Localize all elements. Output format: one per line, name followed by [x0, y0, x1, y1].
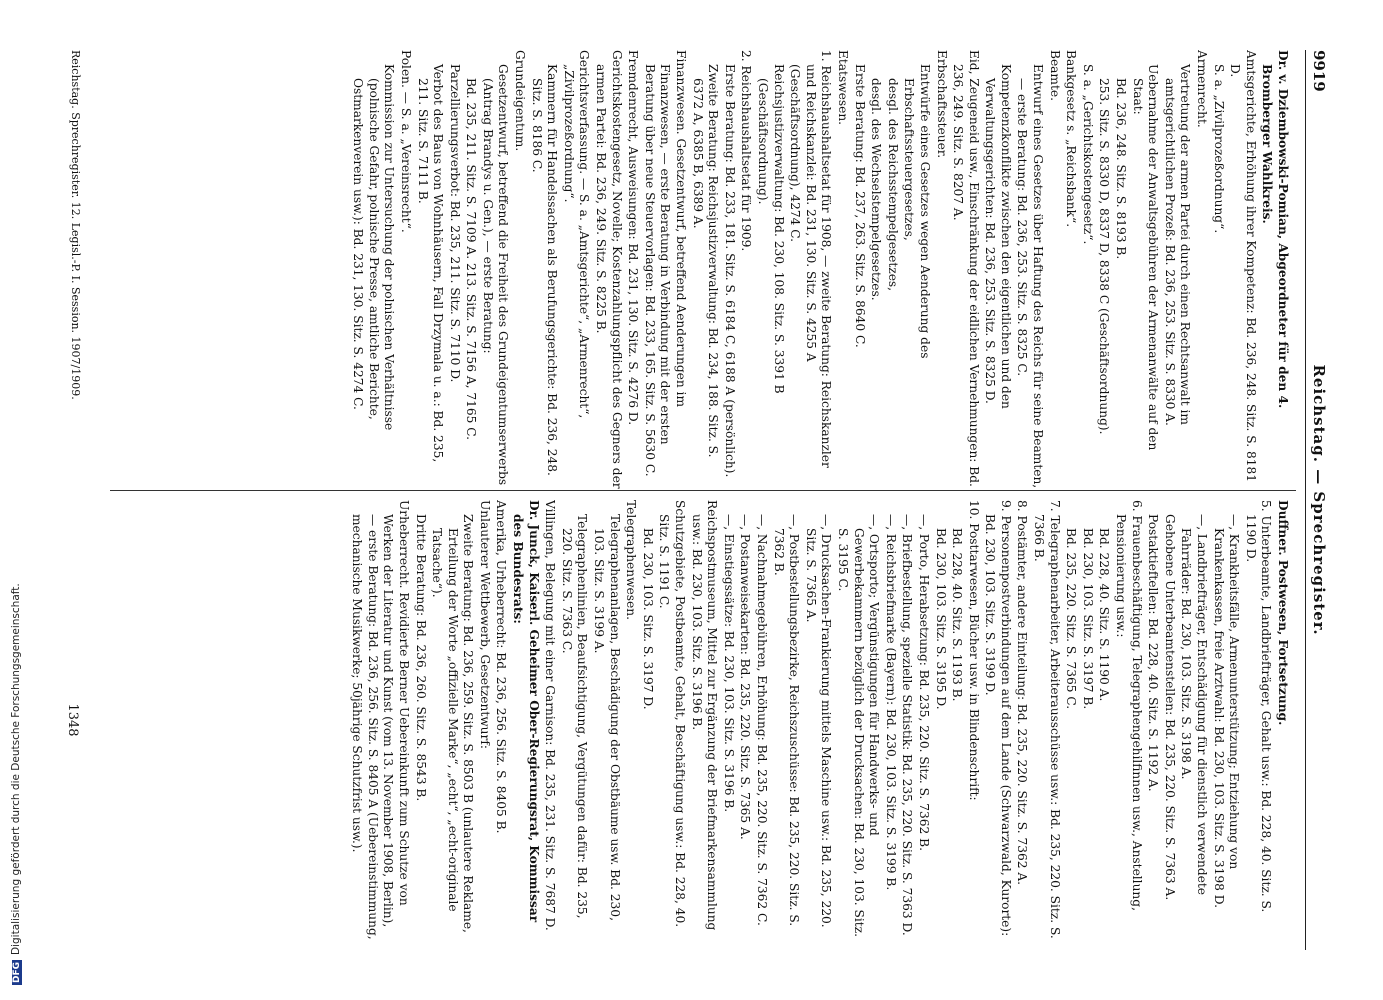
- register-entry: Gehobene Unterbeamtenstellen: Bd. 235, 220. Sitz. S. 7363 A.: [1162, 514, 1177, 901]
- register-entry: Schutzgebiete, Postbeamte, Gehalt, Beschäftigung usw.: Bd. 228, 40. Sitz. S. 1191 C.: [657, 500, 688, 928]
- register-entry: Bd. 235, 220. Sitz. S. 7365 C.: [1064, 528, 1079, 710]
- register-entry: Uebernahme der Anwaltsgebühren der Armenanwälte auf den Staat:: [1130, 64, 1161, 451]
- register-entry: 253. Sitz. S. 8330 D, 8337 D, 8338 C (Geschäftsordnung).: [1097, 78, 1112, 435]
- register-entry: Dr. v. Dziembowski-Pomian, Abgeordneter für den 4. Bromberger Wahlkreis.: [1260, 50, 1290, 409]
- register-entry: 10. Posttarwesen, Bücher usw. in Blindenschrift:: [966, 500, 981, 801]
- register-entry: Bd. 230, 103. Sitz. S. 3197 D.: [640, 528, 655, 710]
- register-entry: Postaktieftellen: Bd. 228, 40. Sitz. S. 1192 A.: [1146, 514, 1161, 792]
- register-entry: —, Landbriefträger, Entschädigung für dienstlich verwendete Fahrräder: Bd. 230, 103. Sitz. S. 3198 A.: [1179, 514, 1210, 896]
- column-divider: [110, 490, 1296, 491]
- footer-source-note: Reichstag. Sprechregister. 12. Legisl.-P. I. Session. 1907/1909.: [69, 50, 82, 400]
- register-entry: Beamte.: [1047, 50, 1062, 101]
- register-entry: Telegraphenwesen.: [624, 500, 639, 620]
- register-entry: Bd. 235, 211. Sitz. S. 7109 A. 213. Sitz. S. 7156 A, 7165 C.: [464, 78, 479, 441]
- register-entry: Zweite Beratung: Bd. 236, 259. Sitz. S. 8503 B (unlautere Reklame, Erteilung der Worte „offizielle Marke“, „echt“, „echt-originale Tatsache“).: [430, 514, 476, 933]
- register-entry: Gerichtskostengesetz, Novelle; Kostenzahlungspflicht des Gegners der armen Partei: Bd. 236, 249. Sitz. S. 8225 B.: [594, 50, 624, 489]
- register-entry: —, Reichsbriefmarke (Bayern): Bd. 230, 103. Sitz. S. 3199 B.: [883, 514, 898, 891]
- register-entry: —, Ortsporto; Vergünstigungen für Handwerks- und Gewerbekammern bezüglich der Drucksachen: Bd. 230, 103. Sitz. S. 3195 C.: [835, 514, 882, 937]
- register-entry: —, Nachnahmegebühren, Erhöhung: Bd. 235, 220. Sitz. S. 7362 C.: [755, 514, 769, 926]
- register-entry: —, Drucksachen-Frankierung mittels Maschine usw.: Bd. 235, 220. Sitz. S. 7365 A.: [803, 514, 834, 928]
- register-entry: Armenrecht.: [1195, 50, 1210, 128]
- register-entry: Bankgesetz s. „Reichsbank“.: [1064, 50, 1079, 228]
- dfg-logo-icon: DFG: [12, 961, 22, 983]
- left-column: [110, 50, 1290, 490]
- register-entry: —, Briefbestellung, spezielle Statistik: Bd. 235, 220. Sitz. S. 7363 D.: [900, 514, 915, 936]
- register-entry: —, Postbestellungsbezirke, Reichszuschüsse: Bd. 235, 220. Sitz. S. 7362 B.: [771, 514, 802, 927]
- register-entry: Gesetzentwurf, betreffend die Freiheit des Grundeigentumserwerbs (Antrag Brandys u. Gen.), — erste Beratung:: [480, 64, 511, 486]
- register-entry: Amtsgerichte, Erhöhung ihrer Kompetenz: Bd. 236, 248. Sitz. S. 8181 D.: [1228, 50, 1258, 482]
- register-entry: —, Einstiegssätze: Bd. 230, 103. Sitz. S. 3196 B.: [721, 514, 736, 813]
- register-entry: Dr. Junck, Kaiserl. Geheimer Ober-Regierungsrat, Kommissar des Bundesrats:: [511, 500, 541, 923]
- rotated-register-page: [30, 30, 1330, 970]
- register-entry: 8. Postämter, andere Einteilung: Bd. 235, 220. Sitz. S. 7362 A.: [1015, 500, 1030, 886]
- register-entry: Parzellierungsverbot: Bd. 235, 211. Sitz. S. 7110 D.: [447, 64, 462, 383]
- register-entry: Etatswesen.: [835, 50, 850, 126]
- register-entry: Amerika, Urheberrecht: Bd. 236, 256. Sitz. S. 8405 B.: [494, 500, 509, 834]
- register-entry: Fremdenrecht, Ausweisungen: Bd. 231, 130. Sitz. S. 4276 D.: [626, 50, 641, 426]
- register-entry: Bd. 228, 40. Sitz. S. 1193 B.: [950, 528, 965, 702]
- register-entry: Kompetenzkonflikte zwischen den eigentlichen und den Verwaltungsgerichten: Bd. 236, 253. Sitz. S. 8325 D.: [983, 64, 1013, 409]
- register-entry: Villingen, Belegung mit einer Garnison: Bd. 235, 231. Sitz. S. 7687 D.: [543, 500, 558, 931]
- footer-page-number: 1348: [65, 703, 80, 737]
- register-entry: Vertretung der armen Partei durch einen Rechtsanwalt im amtsgerichtlichen Prozeß: Bd. 236, 253. Sitz. S. 8330 A.: [1162, 64, 1193, 426]
- register-entry: Dritte Beratung: Bd. 236, 260. Sitz. S. 8543 B.: [413, 514, 428, 802]
- register-entry: desgl. des Reichsstempelgesetzes,: [885, 78, 900, 292]
- register-entry: 2. Reichshaushaltsetat für 1909.: [739, 50, 754, 252]
- register-entry: Zweite Beratung: Reichsjustizverwaltung: Bd. 234, 188. Sitz. S. 6372 A, 6385 B, 6389 A.: [690, 64, 721, 458]
- register-entry: S. a. „Gerichtskostengesetz“.: [1080, 64, 1095, 245]
- register-entry: Entwürfe eines Gesetzes wegen Aenderung des Erbschaftssteuergesetzes,: [902, 64, 932, 359]
- register-entry: desgl. des Wechselstempelgesetzes.: [869, 78, 884, 301]
- register-entry: —, Krankheitsfälle, Armenunterstützung; Entziehung von Krankenkassen, freie Arztwahl: Bd. 230, 103. Sitz. S. 3198 D.: [1211, 514, 1242, 908]
- register-entry: Entwurf eines Gesetzes über Haftung des Reichs für seine Beamten, — erste Beratung: Bd. 236, 253. Sitz. S. 8325 C.: [1015, 64, 1046, 489]
- register-entry: Erbschaftssteuer.: [934, 50, 949, 159]
- register-entry: Unlauterer Wettbewerb, Gesetzentwurf:: [477, 500, 492, 749]
- register-entry: 9. Personenpostverbindungen auf dem Lande (Schwarzwald, Kurorte): Bd. 230, 103. Sitz. S. 3199 D.: [983, 500, 1013, 937]
- register-entry: Duffner. Postwesen, Fortsetzung.: [1276, 500, 1290, 726]
- page-number: 9919: [1310, 50, 1328, 92]
- register-entry: —, Postanweisekarten: Bd. 235, 220. Sitz. S. 7365 A.: [738, 514, 753, 840]
- register-entry: Urheberrecht. Revidierte Berner Uebereinkunft zum Schutze von Werken der Literatur und Kunst (vom 13. November 1908, Berlin), — erste Beratung: Bd. 236, 256. Sitz. S. 8405 A (Uebereinstimmung, mechanische Musikwerke; 50jährige Schutzfrist usw.).: [350, 500, 411, 940]
- register-entry: Grundeigentum.: [513, 50, 528, 152]
- running-title: Reichstag. — Sprechregister.: [1310, 364, 1328, 636]
- register-entry: 1. Reichshaushaltsetat für 1908, — zweite Beratung: Reichskanzler und Reichskanzlei: Bd. 231, 130. Sitz. S. 4255 A (Geschäftsordnung), 4274 C.: [788, 50, 834, 468]
- register-entry: Reichspostmuseum, Mittel zur Ergänzung der Briefmarkensammlung usw.: Bd. 230, 103. Sitz. S. 3196 B.: [689, 500, 720, 931]
- register-entry: Bd. 228, 40. Sitz. S. 1190 A.: [1097, 528, 1112, 702]
- register-entry: 7. Telegraphenarbeiter, Arbeiterausschüsse usw.: Bd. 235, 220. Sitz. S. 7366 B.: [1032, 500, 1062, 939]
- register-entry: —, Porto, Herabsetzung: Bd. 235, 220. Sitz. S. 7362 B.: [916, 514, 931, 852]
- register-entry: Finanzwesen. Gesetzentwurf, betreffend Aenderungen im Finanzwesen, — erste Beratung in Verbindung mit der ersten Beratung über neue Steuervorlagen: Bd. 233, 165. Sitz. S. 5630 C.: [642, 50, 689, 477]
- register-entry: Telegraphenlinien, Beaufsichtigung, Vergütungen dafür: Bd. 235, 220. Sitz. S. 7363 C.: [559, 514, 590, 919]
- register-entry: Bd. 230, 103. Sitz. S. 3197 B.: [1080, 528, 1095, 710]
- register-entry: Bd. 230, 103. Sitz. S. 3195 D.: [933, 528, 948, 710]
- register-entry: Bd. 236, 248. Sitz. S. 8193 B.: [1114, 78, 1129, 260]
- register-entry: Eid, Zeugeneid usw., Einschränkung der eidlichen Vernehmungen: Bd. 236, 249. Sitz. S. 8207 A.: [951, 50, 981, 487]
- register-entry: S. a. „Zivilprozeßordnung“.: [1211, 64, 1226, 234]
- page-header: [1305, 50, 1330, 950]
- register-entry: 5. Unterbeamte, Landbriefträger, Gehalt usw.: Bd. 228, 40. Sitz. S. 1190 D.: [1243, 500, 1274, 913]
- right-column: [110, 500, 1290, 940]
- register-entry: Erste Beratung: Bd. 233, 181. Sitz. S. 6184 C, 6188 A (persönlich).: [722, 64, 737, 478]
- register-entry: Kommission zur Untersuchung der polnischen Verhältnisse (polnische Gefahr, polnische Presse, amtliche Berichte, Ostmarkenverein usw.): Bd. 231, 130. Sitz. S. 4274 C.: [351, 64, 397, 431]
- digitization-credit: [10, 583, 22, 985]
- register-entry: Kammern für Handelssachen als Berufungsgerichte: Bd. 236, 248. Sitz. S. 8186 C.: [529, 64, 560, 476]
- register-entry: Gerichtsverfassung. — S. a. „Amtsgerichte“, „Armenrecht“, „Zivilprozeßordnung“.: [561, 50, 592, 419]
- digitization-credit-text: Digitalisierung gefördert durch die Deutsche Forschungsgemeinschaft.: [10, 583, 22, 955]
- register-entry: Erste Beratung: Bd. 237, 263. Sitz. S. 8640 C.: [852, 64, 867, 348]
- register-entry: 6. Frauenbeschäftigung, Telegraphengehilfinnen usw., Anstellung, Pensionierung usw.:: [1114, 500, 1144, 911]
- register-entry: Telegraphenanlagen, Beschädigung der Obstbäume usw. Bd. 230, 103. Sitz. S. 3199 A.: [592, 514, 622, 921]
- register-entry: Reichsjustizverwaltung: Bd. 230, 108. Sitz. S. 3391 B (Geschäftsordnung).: [756, 64, 786, 394]
- register-entry: Polen. — S. a. „Vereinsrecht“.: [398, 50, 413, 233]
- register-entry: Verbot des Baus von Wohnhäusern, Fall Drzymala u. a.: Bd. 235, 211. Sitz. S. 7111 B.: [415, 64, 446, 463]
